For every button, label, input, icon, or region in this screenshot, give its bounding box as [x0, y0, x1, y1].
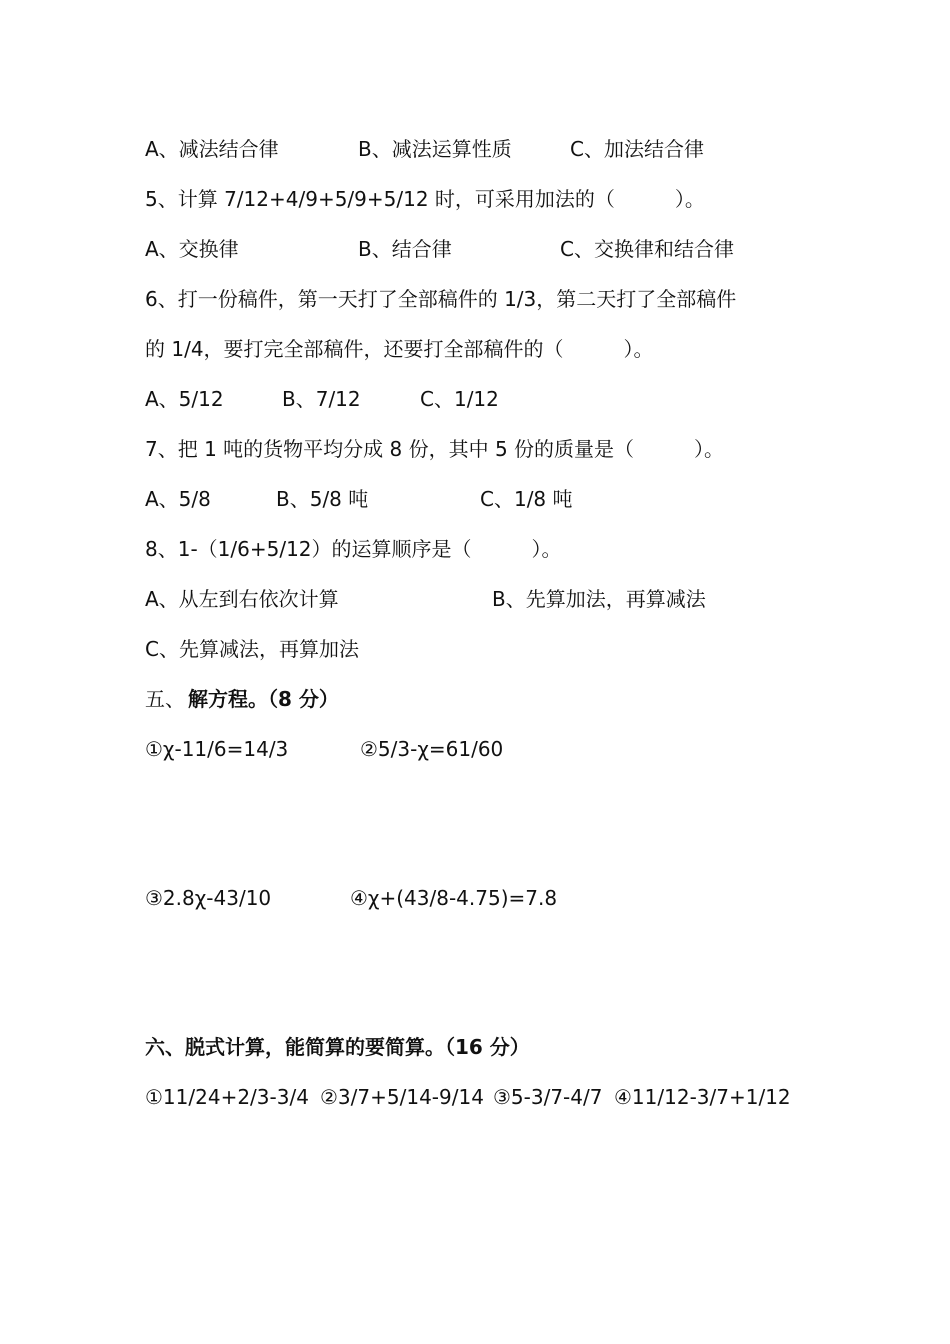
- q7-stem: 7、把 1 吨的货物平均分成 8 份，其中 5 份的质量是（ ）。: [145, 437, 725, 461]
- section5-number: 五、: [145, 687, 185, 711]
- equation-4: ④χ+(43/8-4.75)=7.8: [350, 886, 558, 910]
- q6-option-c: C、1/12: [420, 387, 499, 411]
- q5-options-row: [0, 234, 950, 264]
- q8-stem: 8、1-（1/6+5/12）的运算顺序是（ ）。: [145, 537, 562, 561]
- section6-title: 六、脱式计算，能简算的要简算。（16 分）: [145, 1035, 530, 1059]
- section5-title: 解方程。（8 分）: [188, 687, 339, 711]
- equation-1: ①χ-11/6=14/3: [145, 737, 289, 761]
- problem-1: ①11/24+2/3-3/4: [145, 1085, 309, 1109]
- q6-stem-line2: 的 1/4，要打完全部稿件，还要打全部稿件的（ ）。: [145, 337, 654, 361]
- q7-option-c: C、1/8 吨: [480, 487, 573, 511]
- q4-option-c: C、加法结合律: [570, 137, 704, 161]
- equation-3: ③2.8χ-43/10: [145, 886, 272, 910]
- q8-options-row-2: [0, 634, 950, 664]
- q8-option-b: B、先算加法，再算减法: [492, 587, 706, 611]
- q6-stem-row-1: [0, 284, 950, 314]
- q6-stem-line1: 6、打一份稿件，第一天打了全部稿件的 1/3，第二天打了全部稿件: [145, 287, 737, 311]
- q8-options-row-1: [0, 584, 950, 614]
- q8-stem-row: [0, 534, 950, 564]
- section6-heading-row: [0, 1032, 950, 1062]
- section5-row-1: [0, 734, 950, 764]
- section6-problems-row: [0, 1082, 950, 1112]
- q7-option-a: A、5/8: [145, 487, 211, 511]
- q6-stem-row-2: [0, 334, 950, 364]
- q5-option-a: A、交换律: [145, 237, 239, 261]
- q4-option-b: B、减法运算性质: [358, 137, 512, 161]
- q5-stem-row: [0, 184, 950, 214]
- section5-heading-row: [0, 684, 950, 714]
- problem-3: ③5-3/7-4/7: [493, 1085, 603, 1109]
- q6-option-a: A、5/12: [145, 387, 224, 411]
- q7-stem-row: [0, 434, 950, 464]
- q7-option-b: B、5/8 吨: [276, 487, 369, 511]
- q8-option-c: C、先算减法，再算加法: [145, 637, 359, 661]
- q8-option-a: A、从左到右依次计算: [145, 587, 339, 611]
- section5-row-2: [0, 883, 950, 913]
- q4-option-a: A、减法结合律: [145, 137, 279, 161]
- q5-option-b: B、结合律: [358, 237, 452, 261]
- q5-stem: 5、计算 7/12+4/9+5/9+5/12 时，可采用加法的（ ）。: [145, 187, 705, 211]
- problem-4: ④11/12-3/7+1/12: [614, 1085, 791, 1109]
- q4-options-row: [0, 134, 950, 164]
- problem-2: ②3/7+5/14-9/14: [320, 1085, 484, 1109]
- equation-2: ②5/3-χ=61/60: [360, 737, 504, 761]
- q7-options-row: [0, 484, 950, 514]
- q6-options-row: [0, 384, 950, 414]
- q5-option-c: C、交换律和结合律: [560, 237, 734, 261]
- q6-option-b: B、7/12: [282, 387, 361, 411]
